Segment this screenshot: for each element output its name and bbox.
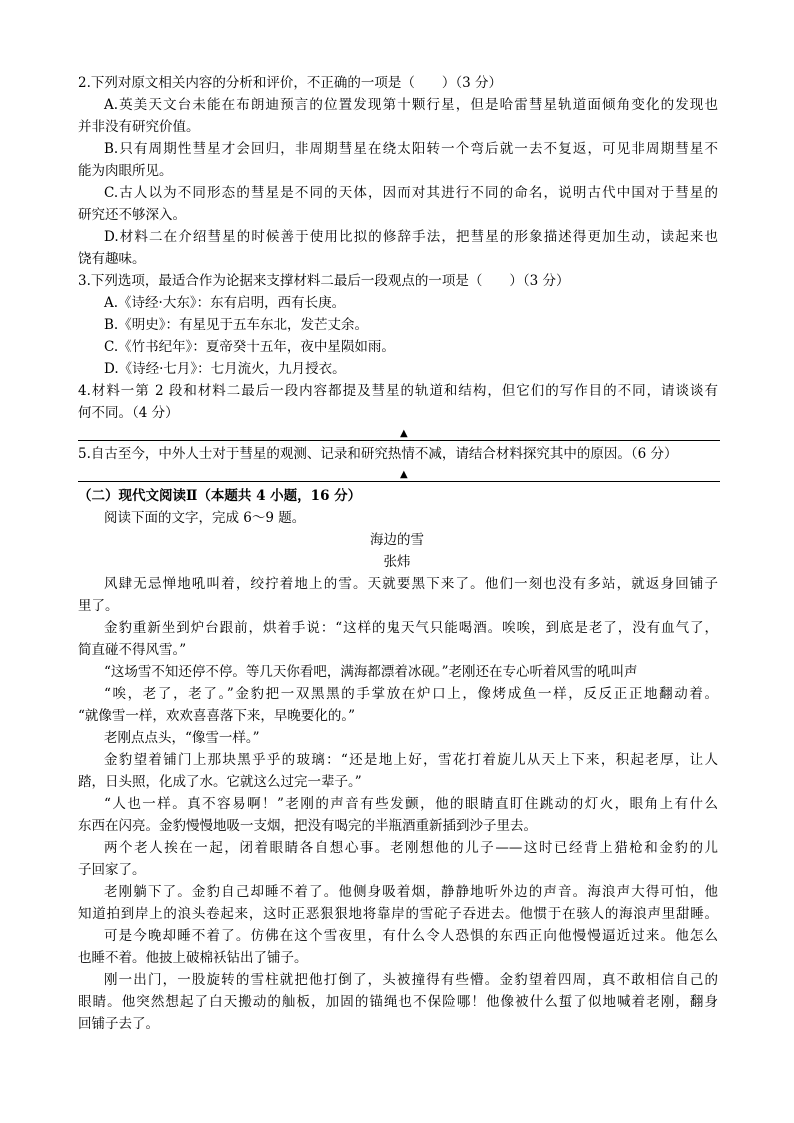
para-9-line1: 老刚躺下了。金豹自己却睡不着了。他侧身吸着烟，静静地听外边的声音。海浪声大得可怕，他 <box>104 884 718 900</box>
q5-text: 5.自古至今，中外人士对于彗星的观测、记录和研究热情不减，请结合材料探究其中的原因。（6 分） <box>78 446 678 462</box>
q3-stem: 3.下列选项，最适合作为论据来支撑材料二最后一段观点的一项是（ ）（3 分） <box>78 273 570 289</box>
q3-option-a: A.《诗经·大东》：东有启明，西有长庚。 <box>104 295 346 311</box>
para-4-line1: “唉，老了，老了。”金豹把一双黑黑的手掌放在炉口上，像烤成鱼一样，反反正正地翻动着。 <box>104 686 718 702</box>
q2-option-a-line2: 并非没有研究价值。 <box>78 119 200 135</box>
q4-line2: 何不同。（4 分） <box>78 405 179 421</box>
q2-option-b-line1: B.只有周期性彗星才会回归，非周期彗星在绕太阳转一个弯后就一去不复返，可见非周期彗星不 <box>104 141 718 157</box>
q3-option-d: D.《诗经·七月》：七月流火，九月授衣。 <box>104 361 346 377</box>
para-10-line2: 也睡不着。他披上破棉袄钻出了铺子。 <box>78 950 308 966</box>
para-6-line2: 踏，日头照，化成了水。它就这么过完一辈子。” <box>78 774 362 790</box>
para-2-line2: 简直碰不得风雪。” <box>78 642 187 658</box>
q2-option-d-line1: D.材料二在介绍彗星的时候善于使用比拟的修辞手法，把彗星的形象描述得更加生动，读起来也 <box>104 229 718 245</box>
para-8-line2: 子回家了。 <box>78 862 146 878</box>
para-9-line2: 知道拍到岸上的浪头卷起来，这时正恶狠狠地将靠岸的雪砣子吞进去。他惯于在骇人的海浪声里甜睡。 <box>78 906 718 922</box>
q2-option-c-line2: 研究还不够深入。 <box>78 207 186 223</box>
para-3-line1: “这场雪不知还停不停。等几天你看吧，满海都漂着冰砚。”老刚还在专心听着风雪的吼叫声 <box>104 664 638 680</box>
para-4-line2: “就像雪一样，欢欢喜喜落下来，早晚要化的。” <box>78 708 356 724</box>
passage-author: 张炜 <box>383 554 411 570</box>
para-8-line1: 两个老人挨在一起，闭着眼睛各自想心事。老刚想他的儿子——这时已经背上猎枪和金豹的儿 <box>104 840 718 856</box>
para-7-line2: 东西在闪亮。金豹慢慢地吸一支烟，把没有喝完的半瓶酒重新插到沙子里去。 <box>78 818 537 834</box>
para-5-line1: 老刚点点头，“像雪一样。” <box>104 730 260 746</box>
q5-answer-mark: ▲ <box>400 469 408 480</box>
para-11-line2: 眼睛。他突然想起了白天搬动的舢板，加固的锚绳也不保险哪！他像被什么蜇了似地喊着老刚，翻身 <box>78 994 718 1010</box>
q3-option-b: B.《明史》：有星见于五车东北，发芒丈余。 <box>104 317 368 333</box>
section-heading: （二）现代文阅读Ⅱ（本题共 4 小题，16 分） <box>78 488 362 504</box>
q4-answer-mark: ▲ <box>400 428 408 439</box>
q4-answer-line <box>78 440 720 441</box>
q2-option-a-line1: A.英美天文台未能在布朗迪预言的位置发现第十颗行星，但是哈雷彗星轨道面倾角变化的发现也 <box>104 97 718 113</box>
q2-option-b-line2: 能为肉眼所见。 <box>78 163 173 179</box>
para-1-line1: 风肆无忌惮地吼叫着，绞拧着地上的雪。天就要黑下来了。他们一刻也没有多站，就返身回铺子 <box>104 576 718 592</box>
para-11-line1: 刚一出门，一股旋转的雪柱就把他打倒了，头被撞得有些懵。金豹望着四周，真不敢相信自己的 <box>104 972 718 988</box>
para-6-line1: 金豹望着铺门上那块黑乎乎的玻璃：“还是地上好，雪花打着旋儿从天上下来，积起老厚，让人 <box>104 752 718 768</box>
para-10-line1: 可是今晚却睡不着了。仿佛在这个雪夜里，有什么令人恐惧的东西正向他慢慢逼近过来。他怎么 <box>104 928 718 944</box>
q2-option-d-line2: 饶有趣味。 <box>78 251 146 267</box>
reading-instruction: 阅读下面的文字，完成 6～9 题。 <box>104 510 306 526</box>
para-2-line1: 金豹重新坐到炉台跟前，烘着手说：“这样的鬼天气只能喝酒。唉唉，到底是老了，没有血气了， <box>104 620 718 636</box>
q5-answer-line <box>78 481 720 482</box>
para-11-line3: 回铺子去了。 <box>78 1016 159 1032</box>
para-7-line1: “人也一样。真不容易啊！”老刚的声音有些发颤，他的眼睛直盯住跳动的灯火，眼角上有什么 <box>104 796 718 812</box>
passage-title: 海边的雪 <box>370 532 424 548</box>
para-1-line2: 里了。 <box>78 598 119 614</box>
q2-option-c-line1: C.古人以为不同形态的彗星是不同的天体，因而对其进行不同的命名，说明古代中国对于彗星的 <box>104 185 718 201</box>
q2-stem: 2.下列对原文相关内容的分析和评价，不正确的一项是（ ）（3 分） <box>78 75 503 91</box>
q3-option-c: C.《竹书纪年》：夏帝癸十五年，夜中星陨如雨。 <box>104 339 395 355</box>
q4-line1: 4.材料一第 2 段和材料二最后一段内容都提及彗星的轨道和结构，但它们的写作目的不同，请谈谈有 <box>78 383 718 399</box>
